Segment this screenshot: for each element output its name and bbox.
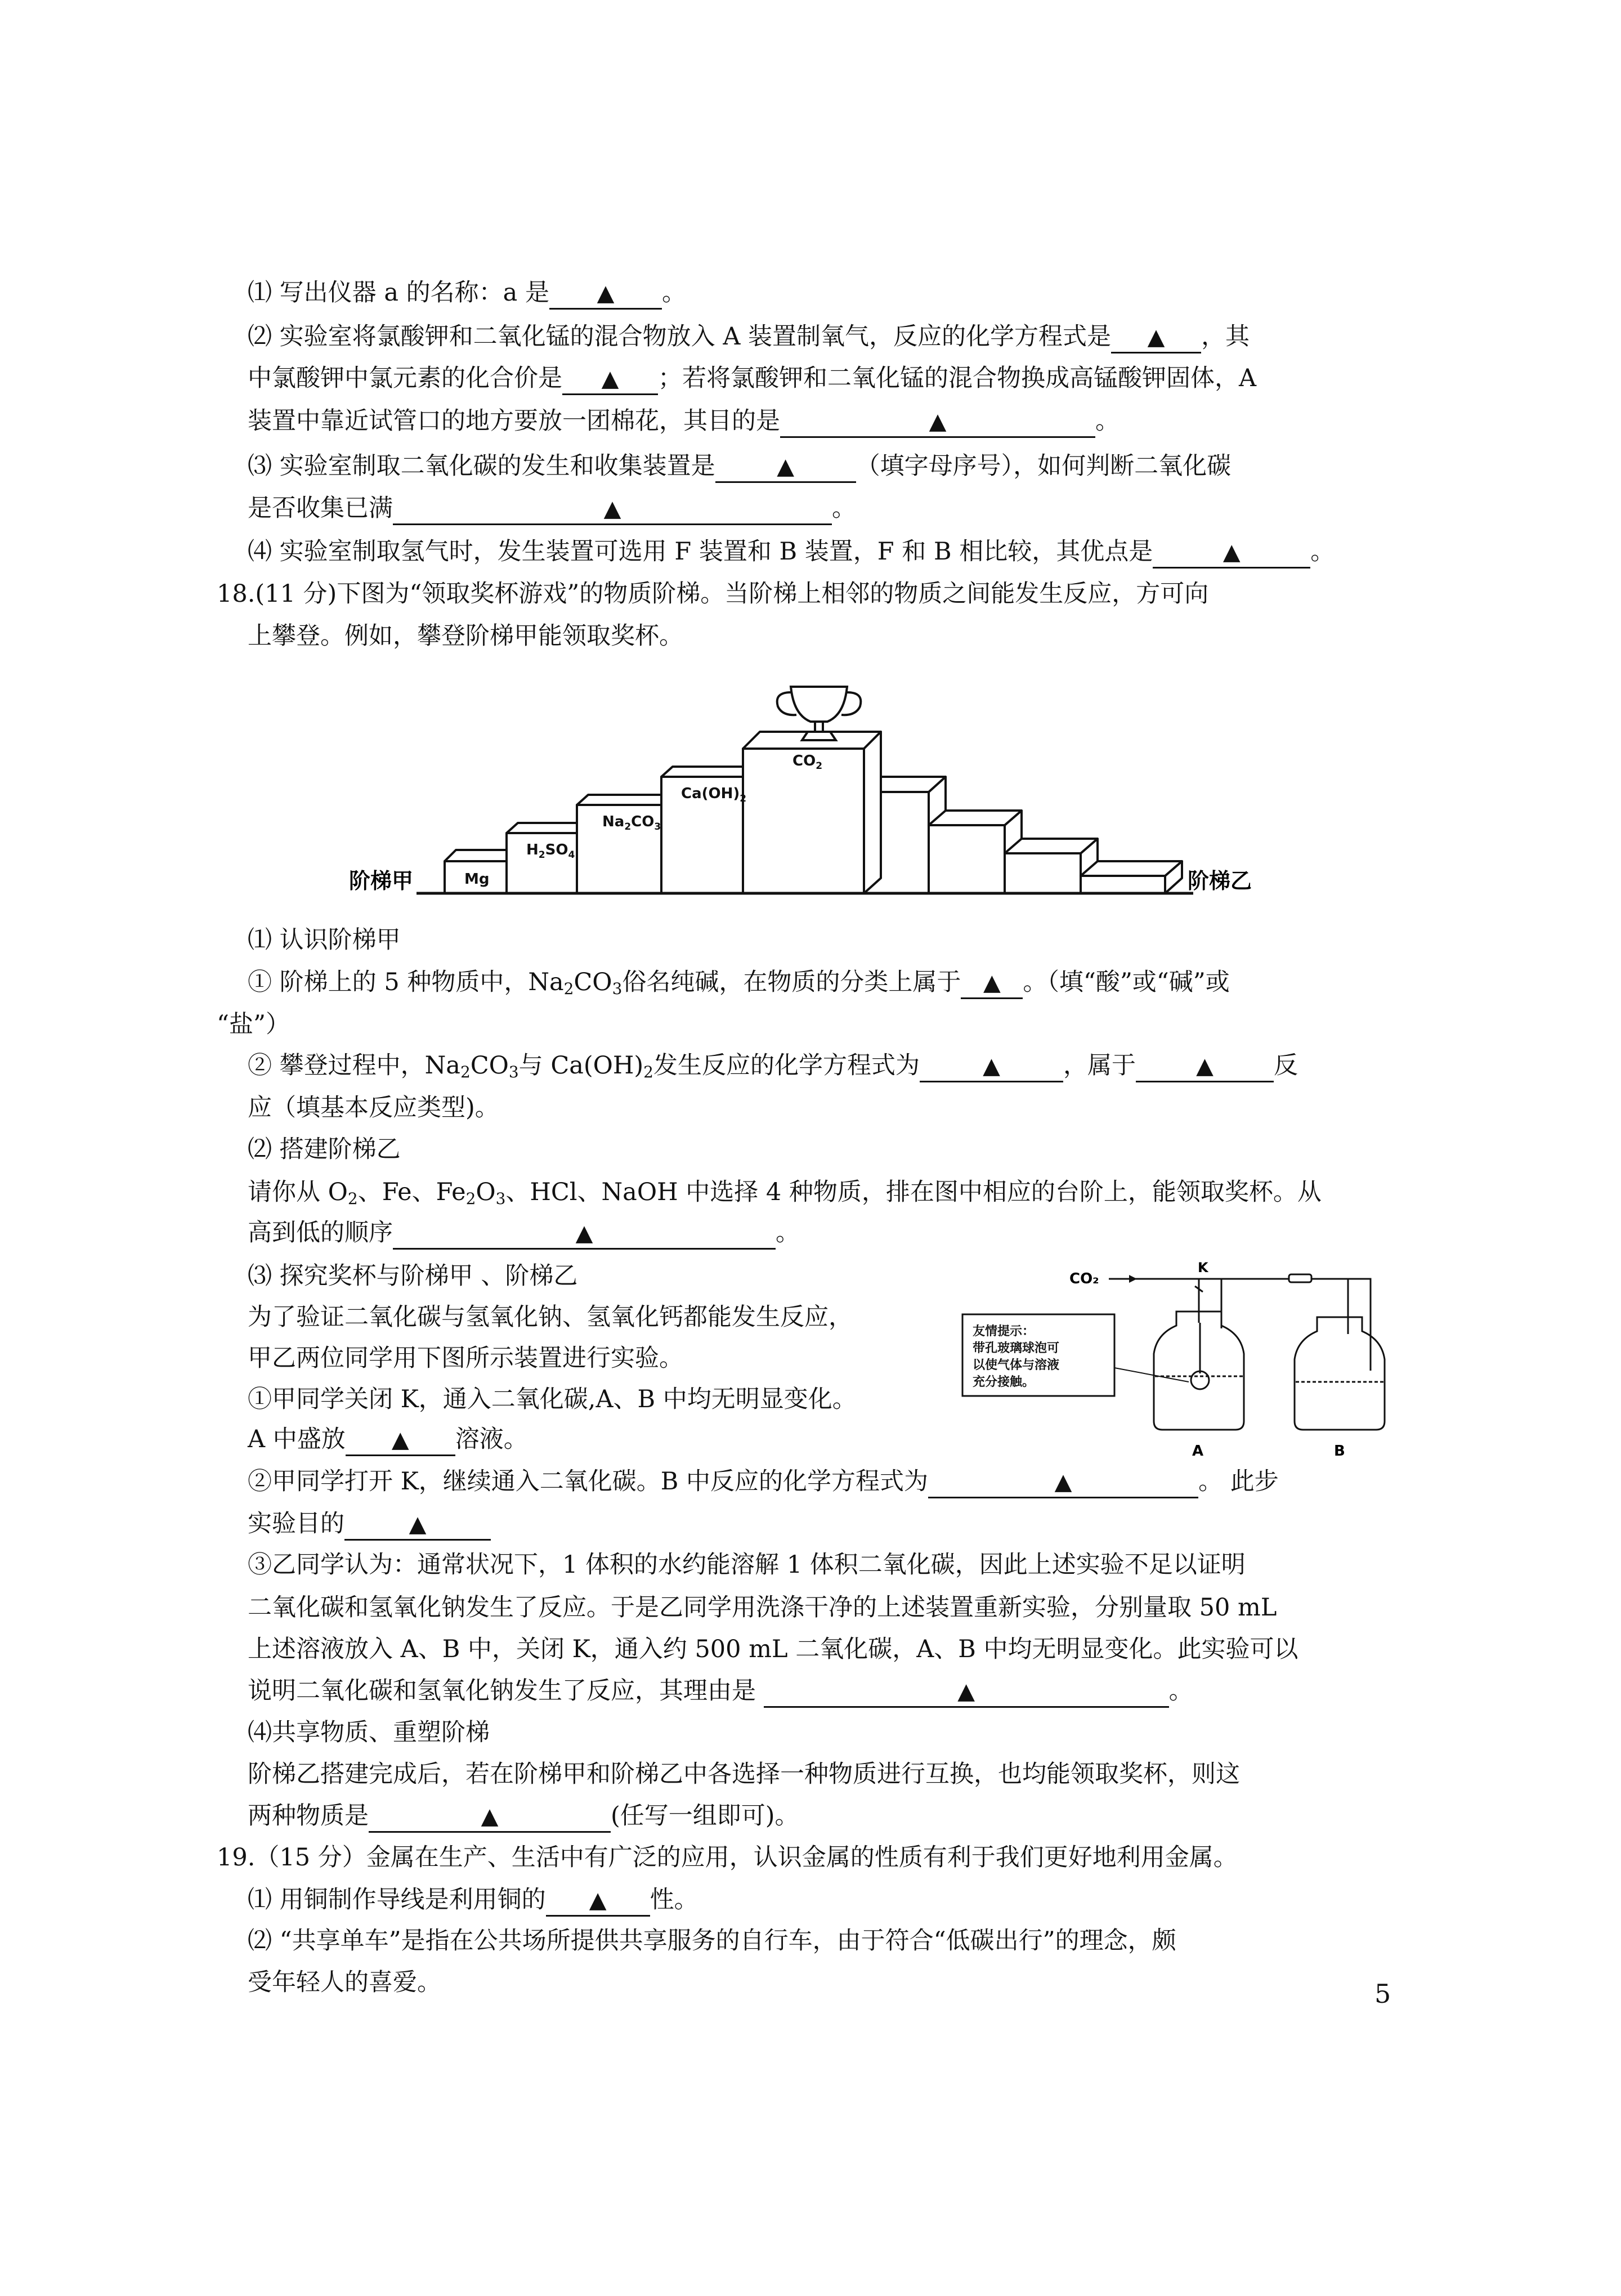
valve-k-label: K — [1198, 1260, 1208, 1275]
question-18-stem-cont: 上攀登。例如，攀登阶梯甲能领取奖杯。 — [248, 622, 683, 650]
sub-4-a: 阶梯乙搭建完成后，若在阶梯甲和阶梯乙中各选择一种物质进行互换，也均能领取奖杯，则这 — [248, 1760, 1240, 1788]
sub-3-d: A 中盛放 ▲ 溶液。 — [248, 1422, 528, 1456]
answer-blank[interactable]: ▲ — [393, 1218, 776, 1250]
question-18-stem: 18.(11 分)下图为“领取奖杯游戏”的物质阶梯。当阶梯上相邻的物质之间能发生反应，方可向 — [217, 580, 1209, 608]
question-17-4: ⑷ 实验室制取氢气时，发生装置可选用 F 装置和 B 装置，F 和 B 相比较，其优点是 ▲ 。 — [248, 535, 1335, 569]
co2-inlet-label: CO₂ — [1069, 1270, 1099, 1287]
answer-blank[interactable]: ▲ — [369, 1801, 611, 1833]
answer-blank[interactable]: ▲ — [780, 406, 1095, 438]
sub-3-f: 实验目的 ▲ — [248, 1507, 491, 1541]
answer-blank[interactable]: ▲ — [1153, 537, 1310, 569]
answer-blank[interactable]: ▲ — [549, 278, 662, 310]
sub-1-title: ⑴ 认识阶梯甲 — [248, 926, 401, 954]
stairs-left-label: 阶梯甲 — [349, 869, 414, 893]
answer-blank[interactable]: ▲ — [344, 1509, 491, 1541]
answer-blank[interactable]: ▲ — [346, 1425, 455, 1456]
answer-blank[interactable]: ▲ — [928, 1467, 1198, 1498]
step-label-mg: Mg — [464, 871, 490, 888]
answer-blank[interactable]: ▲ — [562, 364, 658, 395]
sub-2-b: 高到低的顺序 ▲ 。 — [248, 1216, 800, 1250]
question-17-2: ⑵ 实验室将氯酸钾和二氧化锰的混合物放入 A 装置制氧气，反应的化学方程式是 ▲ ，其 — [248, 320, 1250, 353]
step-label-na2co3: $Na_2CO_3$ — [602, 813, 661, 833]
sub-3-g: ③乙同学认为：通常状况下，1 体积的水约能溶解 1 体积二氧化碳，因此上述实验不足以证明 — [248, 1551, 1246, 1579]
tip-line-2: 带孔玻璃球泡可 — [973, 1341, 1060, 1355]
question-17-1: ⑴ 写出仪器 a 的名称：a 是 ▲ 。 — [248, 276, 686, 310]
bottle-b-label: B — [1334, 1443, 1345, 1460]
question-17-3-cont: 是否收集已满 ▲ 。 — [248, 491, 856, 525]
question-19-2-cont: 受年轻人的喜爱。 — [248, 1968, 441, 1997]
answer-blank[interactable]: ▲ — [764, 1676, 1169, 1708]
tip-line-3: 以使气体与溶液 — [973, 1358, 1060, 1372]
sub-3-i: 上述溶液放入 A、B 中，关闭 K，通入约 500 mL 二氧化碳，A、B 中均无明显变化。此实验可以 — [248, 1635, 1298, 1663]
sub-3-a: 为了验证二氧化碳与氢氧化钠、氢氧化钙都能发生反应， — [248, 1303, 853, 1331]
sub-1-a-cont: “盐”） — [217, 1010, 290, 1039]
step-label-h2so4: $H_2SO_4$ — [526, 842, 575, 861]
apparatus-diagram — [957, 1255, 1401, 1469]
sub-1-b: ② 攀登过程中，$Na_2CO_3$与 $Ca(OH)_2$发生反应的化学方程式为 ▲ ，属于 ▲ 反 — [248, 1049, 1298, 1089]
sub-3-e: ②甲同学打开 K，继续通入二氧化碳。B 中反应的化学方程式为 ▲ 。 此步 — [248, 1465, 1279, 1498]
sub-3-title: ⑶ 探究奖杯与阶梯甲 、阶梯乙 — [248, 1262, 578, 1290]
question-19-1: ⑴ 用铜制作导线是利用铜的 ▲ 性。 — [248, 1883, 698, 1917]
sub-1-a: ① 阶梯上的 5 种物质中，$Na_2CO_3$俗名纯碱，在物质的分类上属于 ▲ 。（填“酸”或“碱”或 — [248, 965, 1230, 1006]
stairs-right-label: 阶梯乙 — [1188, 869, 1252, 893]
bottle-a-label: A — [1192, 1443, 1204, 1460]
sub-4-b: 两种物质是 ▲ (任写一组即可)。 — [248, 1799, 799, 1833]
answer-blank[interactable]: ▲ — [1111, 322, 1201, 353]
tip-line-1: 友情提示： — [973, 1324, 1035, 1339]
question-17-3: ⑶ 实验室制取二氧化碳的发生和收集装置是 ▲ （填字母序号），如何判断二氧化碳 — [248, 449, 1231, 483]
answer-blank[interactable]: ▲ — [920, 1051, 1063, 1082]
sub-3-h: 二氧化碳和氢氧化钠发生了反应。于是乙同学用洗涤干净的上述装置重新实验，分别量取 50 mL — [248, 1594, 1277, 1622]
sub-1-b-cont: 应（填基本反应类型)。 — [248, 1094, 499, 1122]
sub-3-c: ①甲同学关闭 K，通入二氧化碳,A、B 中均无明显变化。 — [248, 1385, 857, 1413]
answer-blank[interactable]: ▲ — [393, 494, 832, 525]
question-17-2-cont2: 装置中靠近试管口的地方要放一团棉花，其目的是 ▲ 。 — [248, 404, 1120, 438]
sub-3-b: 甲乙两位同学用下图所示装置进行实验。 — [248, 1344, 683, 1372]
question-19-2: ⑵ “共享单车”是指在公共场所提供共享服务的自行车，由于符合“低碳出行”的理念，颇 — [248, 1927, 1176, 1955]
tip-line-4: 充分接触。 — [973, 1375, 1035, 1389]
step-label-caoh2: $Ca(OH)_2$ — [681, 785, 747, 804]
stairs-diagram — [338, 675, 1261, 901]
sub-3-j: 说明二氧化碳和氢氧化钠发生了反应，其理由是 ▲ 。 — [248, 1674, 1193, 1708]
answer-blank[interactable]: ▲ — [715, 451, 856, 483]
answer-blank[interactable]: ▲ — [961, 968, 1023, 999]
answer-blank[interactable]: ▲ — [546, 1885, 650, 1917]
sub-2-title: ⑵ 搭建阶梯乙 — [248, 1135, 401, 1163]
sub-2-a: 请你从 $O_2$、Fe、$Fe_2O_3$、HCl、NaOH 中选择 4 种物质，排在图中相应的台阶上，能领取奖杯。从 — [248, 1178, 1322, 1208]
question-17-2-cont: 中氯酸钾中氯元素的化合价是 ▲ ；若将氯酸钾和二氧化锰的混合物换成高锰酸钾固体，A — [248, 361, 1256, 395]
page-number: 5 — [1374, 1979, 1391, 2009]
sub-4-title: ⑷共享物质、重塑阶梯 — [248, 1718, 490, 1747]
answer-blank[interactable]: ▲ — [1136, 1051, 1274, 1082]
question-19-stem: 19.（15 分）金属在生产、生活中有广泛的应用，认识金属的性质有利于我们更好地利用金属。 — [217, 1843, 1238, 1872]
step-label-co2: $CO_2$ — [792, 753, 823, 772]
